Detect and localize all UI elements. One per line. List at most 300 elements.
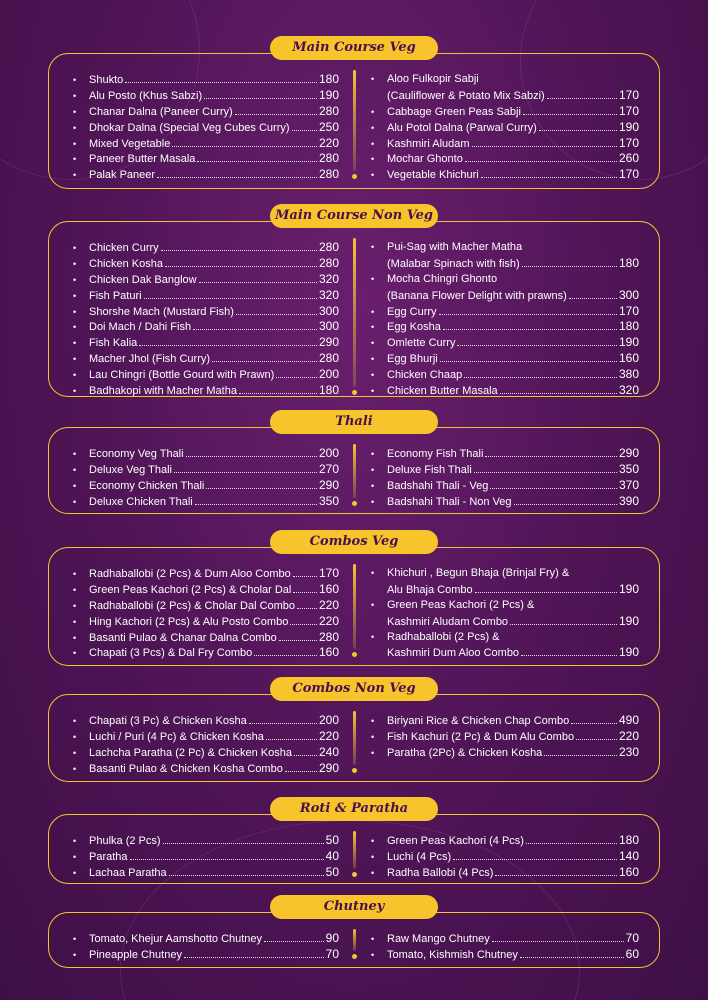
- menu-item-name: Chapati (3 Pcs) & Dal Fry Combo: [89, 647, 253, 660]
- menu-item-name: Green Peas Kachori (2 Pcs) &: [387, 598, 535, 611]
- menu-item-name: Economy Chicken Thali: [89, 479, 205, 492]
- dot-leader: [193, 329, 317, 330]
- bullet-icon: •: [371, 273, 375, 284]
- dot-leader: [453, 859, 617, 860]
- dot-leader: [169, 875, 324, 876]
- menu-item-price: 160: [618, 351, 639, 366]
- menu-item-price: 220: [618, 728, 639, 743]
- menu-item: [73, 167, 339, 183]
- menu-item: [73, 865, 339, 881]
- section-title-roti-paratha: Roti & Paratha: [270, 797, 438, 821]
- bullet-icon: •: [371, 496, 375, 507]
- menu-item-name: Dhokar Dalna (Special Veg Cubes Curry): [89, 121, 290, 134]
- dot-leader: [526, 843, 617, 844]
- bullet-icon: •: [371, 354, 375, 365]
- menu-column-left: [73, 54, 339, 183]
- dot-leader: [172, 146, 317, 147]
- dot-leader: [264, 941, 324, 942]
- menu-item: [73, 566, 339, 582]
- section-title-main-course-non-veg: Main Course Non Veg: [270, 204, 438, 228]
- bullet-icon: •: [73, 354, 77, 365]
- menu-item-name: Radhaballobi (2 Pcs) & Cholar Dal Combo: [89, 599, 296, 612]
- menu-item-price: 190: [618, 119, 639, 134]
- dot-leader: [474, 472, 617, 473]
- dot-leader: [490, 488, 617, 489]
- menu-item-name: Chicken Butter Masala: [387, 385, 498, 398]
- menu-item-price: 320: [618, 383, 639, 398]
- bullet-icon: •: [73, 851, 77, 862]
- bullet-icon: •: [371, 867, 375, 878]
- menu-item-price: 390: [618, 493, 639, 508]
- menu-item: [73, 288, 339, 304]
- menu-item-name: (Cauliflower & Potato Mix Sabzi): [387, 89, 545, 102]
- dot-leader: [212, 361, 317, 362]
- menu-item: [73, 272, 339, 288]
- menu-item-name: Deluxe Fish Thali: [387, 463, 472, 476]
- dot-leader: [495, 875, 617, 876]
- bullet-icon: •: [73, 322, 77, 333]
- menu-item-name: Radha Ballobi (4 Pcs): [387, 866, 494, 879]
- menu-item-price: 200: [318, 713, 339, 727]
- section-title-main-course-veg: Main Course Veg: [270, 36, 438, 60]
- bullet-icon: •: [73, 386, 77, 397]
- menu-column-left: [73, 815, 339, 881]
- column-divider: [353, 70, 356, 171]
- menu-item-name: Cabbage Green Peas Sabji: [387, 105, 521, 118]
- menu-item: [73, 478, 339, 494]
- menu-item-price: 280: [318, 629, 339, 644]
- menu-item-name: Raw Mango Chutney: [387, 933, 490, 945]
- column-divider: [353, 564, 356, 649]
- menu-item: [73, 304, 339, 320]
- bullet-icon: •: [73, 632, 77, 643]
- menu-item: [371, 630, 639, 646]
- bullet-icon: •: [73, 600, 77, 611]
- dot-leader: [293, 592, 317, 593]
- menu-item-price: 280: [318, 351, 339, 366]
- dot-leader: [544, 755, 617, 756]
- menu-item-name: Fish Paturi: [89, 289, 142, 302]
- dot-leader: [523, 114, 617, 115]
- menu-column-right: [371, 913, 639, 963]
- menu-item-name: Pui-Sag with Macher Matha: [387, 241, 523, 253]
- menu-item-price: 50: [325, 833, 339, 847]
- menu-item: [73, 630, 339, 646]
- menu-item-name: Egg Curry: [387, 305, 437, 318]
- bullet-icon: •: [371, 851, 375, 862]
- dot-leader: [184, 957, 324, 958]
- section-thali: [48, 427, 660, 514]
- bullet-icon: •: [73, 616, 77, 627]
- dot-leader: [481, 177, 617, 178]
- menu-item-name: Chicken Chaap: [387, 369, 463, 382]
- menu-item: [73, 931, 339, 947]
- menu-column-left: [73, 222, 339, 399]
- bullet-icon: •: [73, 716, 77, 726]
- bullet-icon: •: [73, 480, 77, 491]
- menu-item-name: Chicken Curry: [89, 242, 159, 254]
- dot-leader: [266, 739, 317, 740]
- menu-column-right: [371, 548, 639, 661]
- dot-leader: [569, 298, 617, 299]
- menu-item-name: Fish Kachuri (2 Pc) & Dum Alu Combo: [387, 730, 575, 743]
- menu-item: [371, 713, 639, 729]
- menu-item: [371, 566, 639, 582]
- menu-item-name: Luchi / Puri (4 Pc) & Chicken Kosha: [89, 730, 264, 743]
- menu-item-price: 170: [618, 135, 639, 150]
- menu-item-name: Egg Kosha: [387, 321, 441, 334]
- dot-leader: [290, 624, 317, 625]
- bullet-icon: •: [371, 242, 375, 252]
- menu-item-price: 220: [318, 135, 339, 150]
- menu-item-price: 280: [318, 103, 339, 118]
- menu-item: [73, 446, 339, 462]
- dot-leader: [279, 640, 317, 641]
- menu-item-price: 320: [318, 271, 339, 286]
- menu-item: [73, 120, 339, 136]
- menu-item: [73, 104, 339, 120]
- bullet-icon: •: [73, 75, 77, 85]
- menu-item: [73, 833, 339, 849]
- menu-item-price: 60: [625, 946, 639, 961]
- menu-item-price: 90: [325, 931, 339, 945]
- menu-item: [371, 849, 639, 865]
- menu-item-price: 220: [318, 728, 339, 743]
- menu-item-name: Tomato, Khejur Aamshotto Chutney: [89, 933, 263, 945]
- menu-item-price: 190: [618, 581, 639, 596]
- menu-item-name: Badshahi Thali - Veg: [387, 479, 489, 492]
- menu-item-name: Egg Bhurji: [387, 353, 438, 366]
- menu-item-name: Deluxe Veg Thali: [89, 463, 172, 476]
- menu-item: [73, 256, 339, 272]
- dot-leader: [163, 843, 324, 844]
- bullet-icon: •: [73, 464, 77, 475]
- menu-item-price: 180: [618, 833, 639, 847]
- menu-item-price: 70: [325, 946, 339, 961]
- menu-item: [371, 120, 639, 136]
- menu-item-name: Radhaballobi (2 Pcs) &: [387, 630, 500, 643]
- menu-item-name: Mixed Vegetable: [89, 137, 171, 150]
- section-title-chutney: Chutney: [270, 895, 438, 919]
- menu-item-price: 170: [618, 167, 639, 182]
- bullet-icon: •: [73, 496, 77, 507]
- menu-item-name: Badshahi Thali - Non Veg: [387, 495, 512, 508]
- bullet-icon: •: [73, 370, 77, 381]
- menu-item-price: 200: [318, 367, 339, 382]
- menu-item: [73, 88, 339, 104]
- menu-item: [371, 151, 639, 167]
- menu-item: [73, 494, 339, 510]
- bullet-icon: •: [73, 949, 77, 960]
- bullet-icon: •: [73, 106, 77, 117]
- bullet-icon: •: [371, 74, 375, 84]
- menu-item-price: 180: [618, 319, 639, 334]
- dot-leader: [485, 456, 617, 457]
- dot-leader: [254, 655, 317, 656]
- bullet-icon: •: [73, 170, 77, 181]
- menu-item-name: Aloo Fulkopir Sabji: [387, 73, 479, 85]
- menu-item-name: Hing Kachori (2 Pcs) & Alu Posto Combo: [89, 615, 289, 628]
- bullet-icon: •: [371, 731, 375, 742]
- menu-item: [371, 478, 639, 494]
- menu-item-name: Shukto: [89, 74, 124, 86]
- menu-item-price: 160: [618, 864, 639, 879]
- menu-item-price: 290: [318, 477, 339, 492]
- menu-item-price: 280: [318, 255, 339, 270]
- menu-item: [371, 319, 639, 335]
- menu-item-price: 180: [318, 72, 339, 86]
- menu-item-name: Pineapple Chutney: [89, 948, 182, 961]
- menu-item-price: 70: [625, 931, 639, 945]
- section-roti-paratha: [48, 814, 660, 884]
- menu-item-price: 170: [618, 87, 639, 102]
- menu-item-name: Phulka (2 Pcs): [89, 835, 161, 847]
- menu-item-price: 200: [318, 446, 339, 460]
- dot-leader: [174, 472, 317, 473]
- menu-item-price: 350: [618, 461, 639, 476]
- dot-leader: [204, 98, 317, 99]
- bullet-icon: •: [73, 648, 77, 659]
- menu-item-name: Luchi (4 Pcs): [387, 850, 452, 863]
- dot-leader: [285, 771, 317, 772]
- menu-item-price: 140: [618, 848, 639, 863]
- bullet-icon: •: [371, 138, 375, 149]
- menu-item-name: Macher Jhol (Fish Curry): [89, 353, 211, 366]
- menu-item: [371, 136, 639, 152]
- bullet-icon: •: [371, 338, 375, 349]
- menu-column-left: [73, 548, 339, 661]
- menu-item-name: Chicken Kosha: [89, 257, 163, 270]
- menu-item: [371, 367, 639, 383]
- bullet-icon: •: [73, 569, 77, 579]
- section-main-course-non-veg: [48, 221, 660, 397]
- bullet-icon: •: [371, 836, 375, 846]
- menu-item-name: Chanar Dalna (Paneer Curry): [89, 105, 233, 118]
- bullet-icon: •: [73, 122, 77, 133]
- dot-leader: [571, 723, 617, 724]
- menu-item: [371, 167, 639, 183]
- menu-column-left: [73, 695, 339, 777]
- bullet-icon: •: [73, 934, 77, 944]
- menu-item: [371, 446, 639, 462]
- bullet-icon: •: [73, 584, 77, 595]
- dot-leader: [514, 504, 617, 505]
- menu-item-name: Green Peas Kachori (4 Pcs): [387, 835, 524, 847]
- menu-item-price: 220: [318, 613, 339, 628]
- menu-column-right: [371, 54, 639, 183]
- dot-leader: [472, 146, 617, 147]
- bullet-icon: •: [73, 306, 77, 317]
- menu-item: [371, 256, 639, 272]
- menu-item-price: 190: [618, 645, 639, 660]
- bullet-icon: •: [73, 243, 77, 253]
- menu-item: [73, 136, 339, 152]
- menu-item-price: 280: [318, 240, 339, 254]
- menu-item-price: 300: [318, 303, 339, 318]
- menu-item: [73, 351, 339, 367]
- menu-item: [371, 304, 639, 320]
- menu-item: [371, 947, 639, 963]
- dot-leader: [520, 957, 624, 958]
- menu-item-name: (Malabar Spinach with fish): [387, 257, 520, 270]
- menu-item-price: 250: [318, 119, 339, 134]
- dot-leader: [130, 859, 324, 860]
- dot-leader: [465, 161, 617, 162]
- menu-item-price: 220: [318, 597, 339, 612]
- bullet-icon: •: [371, 480, 375, 491]
- dot-leader: [161, 250, 317, 251]
- menu-item: [371, 72, 639, 88]
- menu-item-price: 290: [618, 446, 639, 460]
- menu-item: [73, 645, 339, 661]
- menu-item-name: Economy Fish Thali: [387, 448, 484, 460]
- menu-item-name: Kashmiri Dum Aloo Combo: [387, 647, 520, 660]
- menu-item-price: 190: [618, 613, 639, 628]
- menu-item-price: 300: [318, 319, 339, 334]
- menu-item-name: Shorshe Mach (Mustard Fish): [89, 305, 234, 318]
- dot-leader: [439, 314, 617, 315]
- menu-item-price: 180: [618, 255, 639, 270]
- menu-item-name: Alu Potol Dalna (Parwal Curry): [387, 121, 537, 134]
- bullet-icon: •: [73, 90, 77, 101]
- dot-leader: [197, 161, 317, 162]
- dot-leader: [276, 377, 317, 378]
- menu-item-name: Kashmiri Aludam: [387, 137, 470, 150]
- menu-item-name: Paratha: [89, 850, 128, 863]
- menu-item-name: Doi Mach / Dahi Fish: [89, 321, 192, 334]
- menu-item-name: Alu Posto (Khus Sabzi): [89, 89, 203, 102]
- bullet-icon: •: [371, 106, 375, 117]
- menu-item: [73, 713, 339, 729]
- menu-item: [73, 598, 339, 614]
- bullet-icon: •: [371, 370, 375, 381]
- bullet-icon: •: [371, 716, 375, 726]
- menu-item-price: 180: [318, 383, 339, 398]
- bullet-icon: •: [371, 170, 375, 181]
- menu-item: [73, 240, 339, 256]
- menu-item: [73, 462, 339, 478]
- menu-column-left: [73, 913, 339, 963]
- section-title-combos-non-veg: Combos Non Veg: [270, 677, 438, 701]
- bullet-icon: •: [371, 631, 375, 642]
- menu-item-name: Lachcha Paratha (2 Pc) & Chicken Kosha: [89, 746, 293, 759]
- menu-item-name: Omlette Curry: [387, 337, 456, 350]
- dot-leader: [510, 624, 617, 625]
- bullet-icon: •: [371, 449, 375, 459]
- menu-item-name: Chapati (3 Pc) & Chicken Kosha: [89, 715, 247, 727]
- menu-item: [371, 833, 639, 849]
- menu-item-name: (Banana Flower Delight with prawns): [387, 289, 567, 302]
- dot-leader: [547, 98, 617, 99]
- bullet-icon: •: [371, 154, 375, 165]
- section-combos-veg: [48, 547, 660, 666]
- menu-item-name: Lachaa Paratha: [89, 866, 167, 879]
- dot-leader: [157, 177, 317, 178]
- dot-leader: [144, 298, 317, 299]
- bullet-icon: •: [371, 747, 375, 758]
- menu-item-name: Kashmiri Aludam Combo: [387, 615, 509, 628]
- dot-leader: [443, 329, 617, 330]
- menu-item-price: 300: [618, 287, 639, 302]
- dot-leader: [522, 266, 617, 267]
- section-title-thali: Thali: [270, 410, 438, 434]
- menu-item-name: Tomato, Kishmish Chutney: [387, 948, 518, 961]
- menu-item: [73, 729, 339, 745]
- menu-item: [73, 383, 339, 399]
- dot-leader: [186, 456, 317, 457]
- menu-item-price: 160: [318, 581, 339, 596]
- menu-item-name: Mocha Chingri Ghonto: [387, 272, 498, 285]
- menu-item-name: Fish Kalia: [89, 337, 138, 350]
- menu-column-right: [371, 695, 639, 761]
- dot-leader: [239, 393, 317, 394]
- menu-item: [73, 367, 339, 383]
- dot-leader: [464, 377, 617, 378]
- menu-item-name: Vegetable Khichuri: [387, 169, 479, 182]
- bullet-icon: •: [371, 122, 375, 133]
- menu-item: [73, 947, 339, 963]
- menu-item: [73, 72, 339, 88]
- bullet-icon: •: [371, 934, 375, 944]
- menu-column-right: [371, 222, 639, 399]
- menu-item: [371, 729, 639, 745]
- menu-item-price: 170: [318, 566, 339, 580]
- dot-leader: [297, 608, 317, 609]
- dot-leader: [199, 282, 317, 283]
- menu-item-price: 290: [318, 335, 339, 350]
- menu-item-price: 170: [618, 103, 639, 118]
- menu-item-price: 270: [318, 461, 339, 476]
- bullet-icon: •: [371, 322, 375, 333]
- dot-leader: [539, 130, 617, 131]
- section-combos-non-veg: [48, 694, 660, 782]
- bullet-icon: •: [73, 274, 77, 285]
- menu-item-price: 190: [318, 87, 339, 102]
- menu-item-name: Mochar Ghonto: [387, 153, 463, 166]
- menu-item: [73, 849, 339, 865]
- menu-item-price: 280: [318, 167, 339, 182]
- dot-leader: [235, 114, 317, 115]
- menu-item-name: Basanti Pulao & Chanar Dalna Combo: [89, 631, 277, 644]
- bullet-icon: •: [73, 731, 77, 742]
- column-divider: [353, 238, 356, 387]
- menu-column-right: [371, 428, 639, 510]
- bullet-icon: •: [371, 386, 375, 397]
- dot-leader: [206, 488, 317, 489]
- menu-item-price: 230: [618, 744, 639, 759]
- menu-item-name: Paratha (2Pc) & Chicken Kosha: [387, 746, 543, 759]
- dot-leader: [294, 755, 317, 756]
- dot-leader: [249, 723, 317, 724]
- dot-leader: [457, 345, 617, 346]
- menu-item-price: 190: [618, 335, 639, 350]
- menu-item-name: Green Peas Kachori (2 Pcs) & Cholar Dal: [89, 583, 292, 596]
- menu-item-name: Basanti Pulao & Chicken Kosha Combo: [89, 762, 283, 775]
- dot-leader: [139, 345, 317, 346]
- menu-item: [371, 88, 639, 104]
- menu-item-price: 260: [618, 151, 639, 166]
- menu-item-name: Badhakopi with Macher Matha: [89, 385, 237, 398]
- bullet-icon: •: [73, 836, 77, 846]
- bullet-icon: •: [371, 949, 375, 960]
- dot-leader: [492, 941, 624, 942]
- menu-item: [371, 240, 639, 256]
- dot-leader: [500, 393, 617, 394]
- menu-item: [73, 582, 339, 598]
- menu-item-price: 490: [618, 713, 639, 727]
- menu-item-name: Paneer Butter Masala: [89, 153, 196, 166]
- bullet-icon: •: [73, 867, 77, 878]
